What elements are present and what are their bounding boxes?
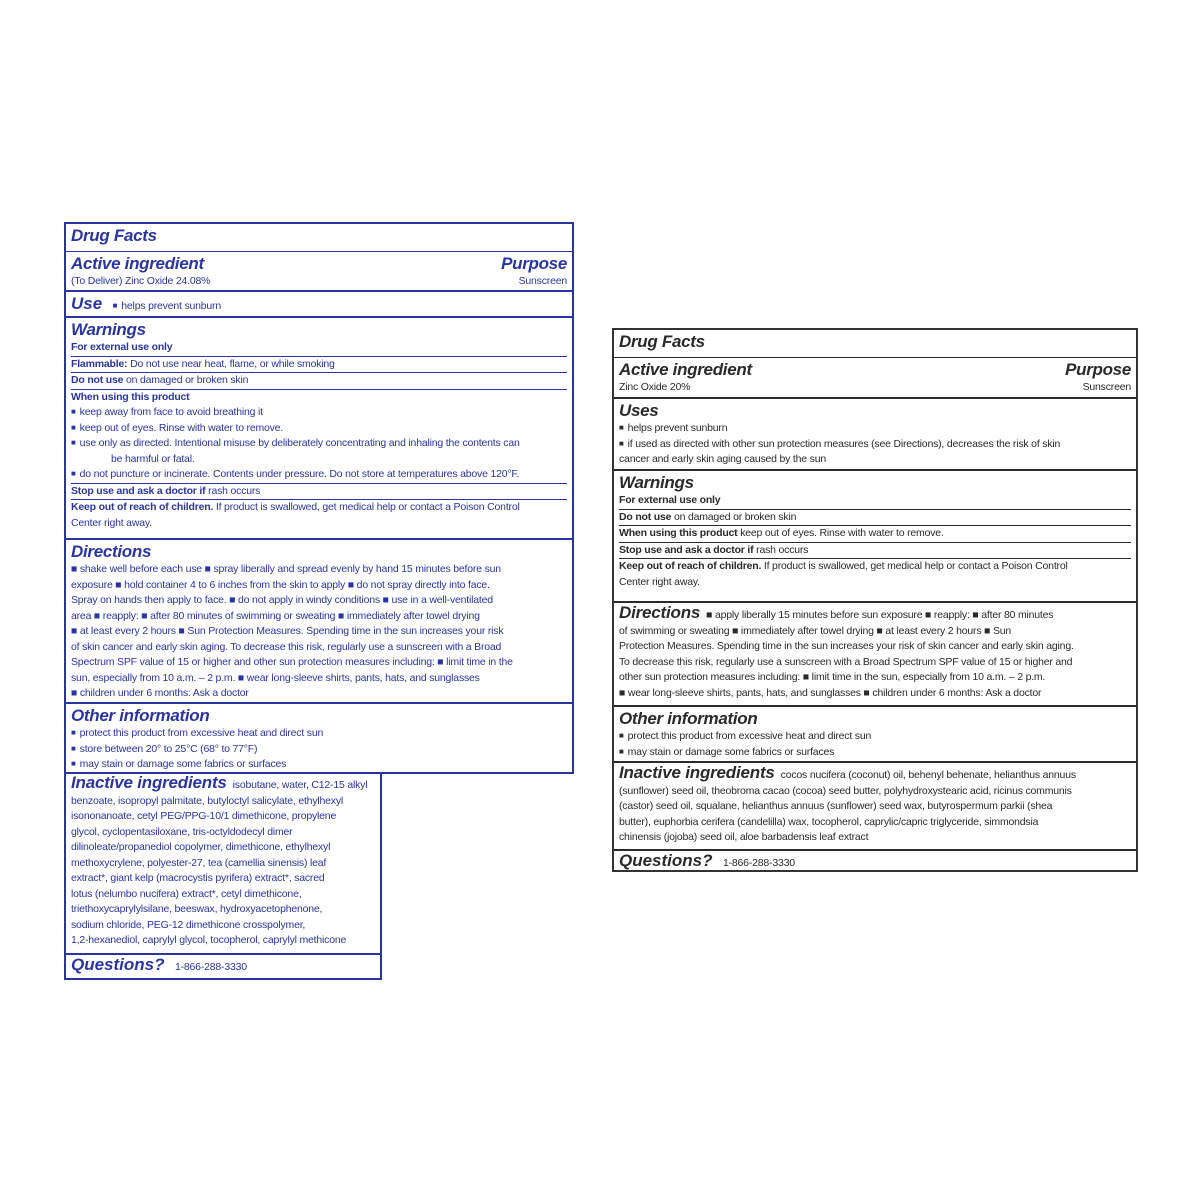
do-not-use-text: on damaged or broken skin bbox=[673, 510, 797, 523]
uses-item-cont: cancer and early skin aging caused by the sun bbox=[619, 453, 826, 465]
inactive-line: 1,2-hexanediol, caprylyl glycol, tocopherol, caprylyl methicone bbox=[71, 934, 347, 946]
other-info-item: ■ may stain or damage some fabrics or surfaces bbox=[71, 757, 567, 773]
warnings-section bbox=[614, 471, 1136, 603]
questions-label: Questions? bbox=[71, 955, 165, 974]
directions-section bbox=[614, 603, 1136, 707]
uses-heading: Uses bbox=[619, 401, 659, 420]
other-info-item: ■ store between 20° to 25°C (68° to 77°F) bbox=[71, 742, 567, 758]
directions-heading: Directions bbox=[71, 542, 152, 561]
do-not-use-label: Do not use bbox=[619, 510, 672, 523]
keep-out-text: If product is swallowed, get medical help or contact a Poison Control bbox=[763, 560, 1068, 572]
title-section bbox=[614, 330, 1136, 358]
external-use-text: For external use only bbox=[619, 494, 721, 506]
active-ingredient-section bbox=[614, 358, 1136, 399]
active-ingredient-value: Zinc Oxide 20% bbox=[619, 381, 691, 393]
directions-line: of swimming or sweating ■ immediately after towel drying ■ at least every 2 hours ■ Sun bbox=[619, 624, 1012, 637]
purpose-heading: Purpose bbox=[1065, 360, 1131, 379]
directions-line: To decrease this risk, regularly use a sunscreen with a Broad Spectrum SPF value of 15 or higher and bbox=[619, 655, 1073, 668]
directions-line: ■ shake well before each use ■ spray liberally and spread evenly by hand 15 minutes before sun bbox=[71, 563, 501, 575]
inactive-ingredients-section bbox=[614, 763, 1136, 851]
inactive-line: sodium chloride, PEG-12 dimethicone crosspolymer, bbox=[71, 918, 306, 931]
other-info-item: ■ may stain or damage some fabrics or surfaces bbox=[619, 745, 1131, 761]
flammable-label: Flammable: bbox=[71, 357, 128, 370]
drug-facts-box bbox=[612, 328, 1138, 872]
when-using-text: keep out of eyes. Rinse with water to remove. bbox=[740, 527, 944, 539]
warnings-section bbox=[66, 318, 572, 540]
directions-line: exposure ■ hold container 4 to 6 inches from the skin to apply ■ do not spray directly into face. bbox=[71, 578, 490, 591]
drug-facts-upper-box bbox=[64, 222, 574, 774]
other-info-section bbox=[66, 704, 572, 774]
drug-facts-title: Drug Facts bbox=[619, 332, 705, 351]
when-using-label: When using this product bbox=[71, 390, 190, 403]
keep-out-label: Keep out of reach of children. bbox=[71, 501, 214, 513]
stop-use-label: Stop use and ask a doctor if bbox=[619, 543, 754, 556]
directions-line: Protection Measures. Spending time in the sun increases your risk of skin cancer and early skin aging. bbox=[619, 640, 1074, 652]
when-using-item: ■ do not puncture or incinerate. Contents under pressure. Do not store at temperatures above 120°F. bbox=[71, 467, 567, 483]
purpose-heading: Purpose bbox=[501, 254, 567, 273]
active-ingredient-section bbox=[66, 252, 572, 292]
inactive-line: (sunflower) seed oil, theobroma cacao (cocoa) seed butter, polyhydroxystearic acid, ricinus communis bbox=[619, 784, 1072, 797]
questions-label: Questions? bbox=[619, 851, 713, 870]
inactive-heading: Inactive ingredients bbox=[619, 763, 775, 782]
inactive-heading: Inactive ingredients bbox=[71, 773, 227, 792]
when-using-item: ■ keep away from face to avoid breathing it bbox=[71, 405, 567, 421]
uses-section bbox=[614, 399, 1136, 471]
uses-item: ■ if used as directed with other sun protection measures (see Directions), decreases the risk of skin bbox=[619, 437, 1131, 453]
active-ingredient-heading: Active ingredient bbox=[71, 254, 204, 273]
warnings-heading: Warnings bbox=[71, 320, 146, 339]
inactive-line: lotus (nelumbo nucifera) extract*, cetyl dimethicone, bbox=[71, 887, 302, 900]
drug-facts-label-right bbox=[612, 328, 1138, 872]
other-info-item: ■ protect this product from excessive heat and direct sun bbox=[71, 726, 567, 742]
questions-section bbox=[614, 851, 1136, 871]
inactive-line: methoxycrylene, polyester-27, tea (camellia sinensis) leaf bbox=[71, 856, 327, 869]
inactive-line: (castor) seed oil, squalane, helianthus annuus (sunflower) seed wax, butyrospermum parkii (shea bbox=[619, 800, 1053, 812]
drug-facts-label-left bbox=[64, 222, 574, 982]
directions-line: ■ wear long-sleeve shirts, pants, hats, and sunglasses ■ children under 6 months: Ask a doctor bbox=[619, 686, 1042, 699]
other-info-section bbox=[614, 707, 1136, 763]
inactive-line: chinensis (jojoba) seed oil, aloe barbadensis leaf extract bbox=[619, 831, 869, 843]
directions-section bbox=[66, 540, 572, 704]
other-info-item: ■ protect this product from excessive heat and direct sun bbox=[619, 729, 1131, 745]
questions-phone: 1-866-288-3330 bbox=[174, 961, 247, 973]
inactive-line: butter), euphorbia cerifera (candelilla) wax, tocopherol, caprylic/capric triglyceride, simmondsia bbox=[619, 815, 1039, 828]
flammable-text: Do not use near heat, flame, or while smoking bbox=[130, 357, 335, 370]
inactive-line: triethoxycaprylylsilane, beeswax, hydroxyacetophenone, bbox=[71, 903, 323, 915]
questions-phone: 1-866-288-3330 bbox=[722, 857, 795, 869]
when-using-item-cont: be harmful or fatal. bbox=[111, 452, 195, 465]
inactive-line: glycol, cyclopentasiloxane, tris-octyldodecyl dimer bbox=[71, 825, 293, 838]
directions-line: Spectrum SPF value of 15 or higher and other sun protection measures including: ■ limit time in the bbox=[71, 656, 513, 668]
title-section bbox=[66, 224, 572, 252]
directions-line: ■ children under 6 months: Ask a doctor bbox=[71, 687, 249, 699]
inactive-line: isobutane, water, C12-15 alkyl bbox=[232, 779, 368, 791]
inactive-line: extract*, giant kelp (macrocystis pyrifera) extract*, sacred bbox=[71, 872, 325, 884]
keep-out-text-cont: Center right away. bbox=[71, 516, 152, 529]
active-ingredient-value: (To Deliver) Zinc Oxide 24.08% bbox=[71, 275, 211, 287]
keep-out-label: Keep out of reach of children. bbox=[619, 560, 762, 572]
do-not-use-label: Do not use bbox=[71, 374, 124, 386]
active-ingredient-heading: Active ingredient bbox=[619, 360, 752, 379]
when-using-item: ■ keep out of eyes. Rinse with water to remove. bbox=[71, 421, 567, 437]
inactive-line: benzoate, isopropyl palmitate, butyloctyl salicylate, ethylhexyl bbox=[71, 794, 344, 807]
when-using-label: When using this product bbox=[619, 527, 738, 539]
drug-facts-lower-box bbox=[64, 772, 382, 980]
purpose-value: Sunscreen bbox=[518, 275, 567, 287]
directions-line: other sun protection measures including: ■ limit time in the sun, especially from 10 a.m. – 2 p.m. bbox=[619, 671, 1046, 683]
warnings-heading: Warnings bbox=[619, 473, 694, 492]
when-using-item: ■ use only as directed. Intentional misuse by deliberately concentrating and inhaling the contents can bbox=[71, 436, 567, 452]
stop-use-text: rash occurs bbox=[756, 543, 809, 556]
directions-line: ■ apply liberally 15 minutes before sun exposure ■ reapply: ■ after 80 minutes bbox=[706, 609, 1054, 621]
use-item: ■ helps prevent sunburn bbox=[113, 300, 221, 312]
directions-line: ■ at least every 2 hours ■ Sun Protection Measures. Spending time in the sun increases your risk bbox=[71, 625, 504, 637]
uses-item: ■ helps prevent sunburn bbox=[619, 421, 1131, 437]
inactive-line: cocos nucifera (coconut) oil, behenyl behenate, helianthus annuus bbox=[780, 769, 1076, 781]
purpose-value: Sunscreen bbox=[1082, 381, 1131, 393]
inactive-line: isononanoate, cetyl PEG/PPG-10/1 dimethicone, propylene bbox=[71, 810, 337, 822]
do-not-use-text: on damaged or broken skin bbox=[125, 374, 249, 386]
keep-out-text-cont: Center right away. bbox=[619, 575, 700, 588]
other-info-heading: Other information bbox=[71, 706, 210, 725]
directions-heading: Directions bbox=[619, 603, 701, 622]
use-heading: Use bbox=[71, 294, 103, 313]
directions-line: Spray on hands then apply to face. ■ do not apply in windy conditions ■ use in a well-ventilated bbox=[71, 594, 493, 606]
drug-facts-title: Drug Facts bbox=[71, 226, 157, 245]
external-use-text: For external use only bbox=[71, 341, 173, 353]
other-info-heading: Other information bbox=[619, 709, 758, 728]
directions-line: area ■ reapply: ■ after 80 minutes of swimming or sweating ■ immediately after towel drying bbox=[71, 609, 480, 622]
stop-use-label: Stop use and ask a doctor if bbox=[71, 484, 206, 497]
directions-line: of skin cancer and early skin aging. To decrease this risk, regularly use a sunscreen with a Broad bbox=[71, 640, 502, 653]
inactive-ingredients-section bbox=[66, 774, 380, 955]
questions-section bbox=[66, 955, 380, 978]
keep-out-text: If product is swallowed, get medical help or contact a Poison Control bbox=[215, 501, 520, 513]
inactive-line: dilinoleate/propanediol copolymer, dimethicone, ethylhexyl bbox=[71, 841, 331, 853]
stop-use-text: rash occurs bbox=[208, 484, 261, 497]
directions-line: sun, especially from 10 a.m. – 2 p.m. ■ wear long-sleeve shirts, pants, hats, and sunglasses bbox=[71, 671, 480, 684]
use-section bbox=[66, 292, 572, 318]
